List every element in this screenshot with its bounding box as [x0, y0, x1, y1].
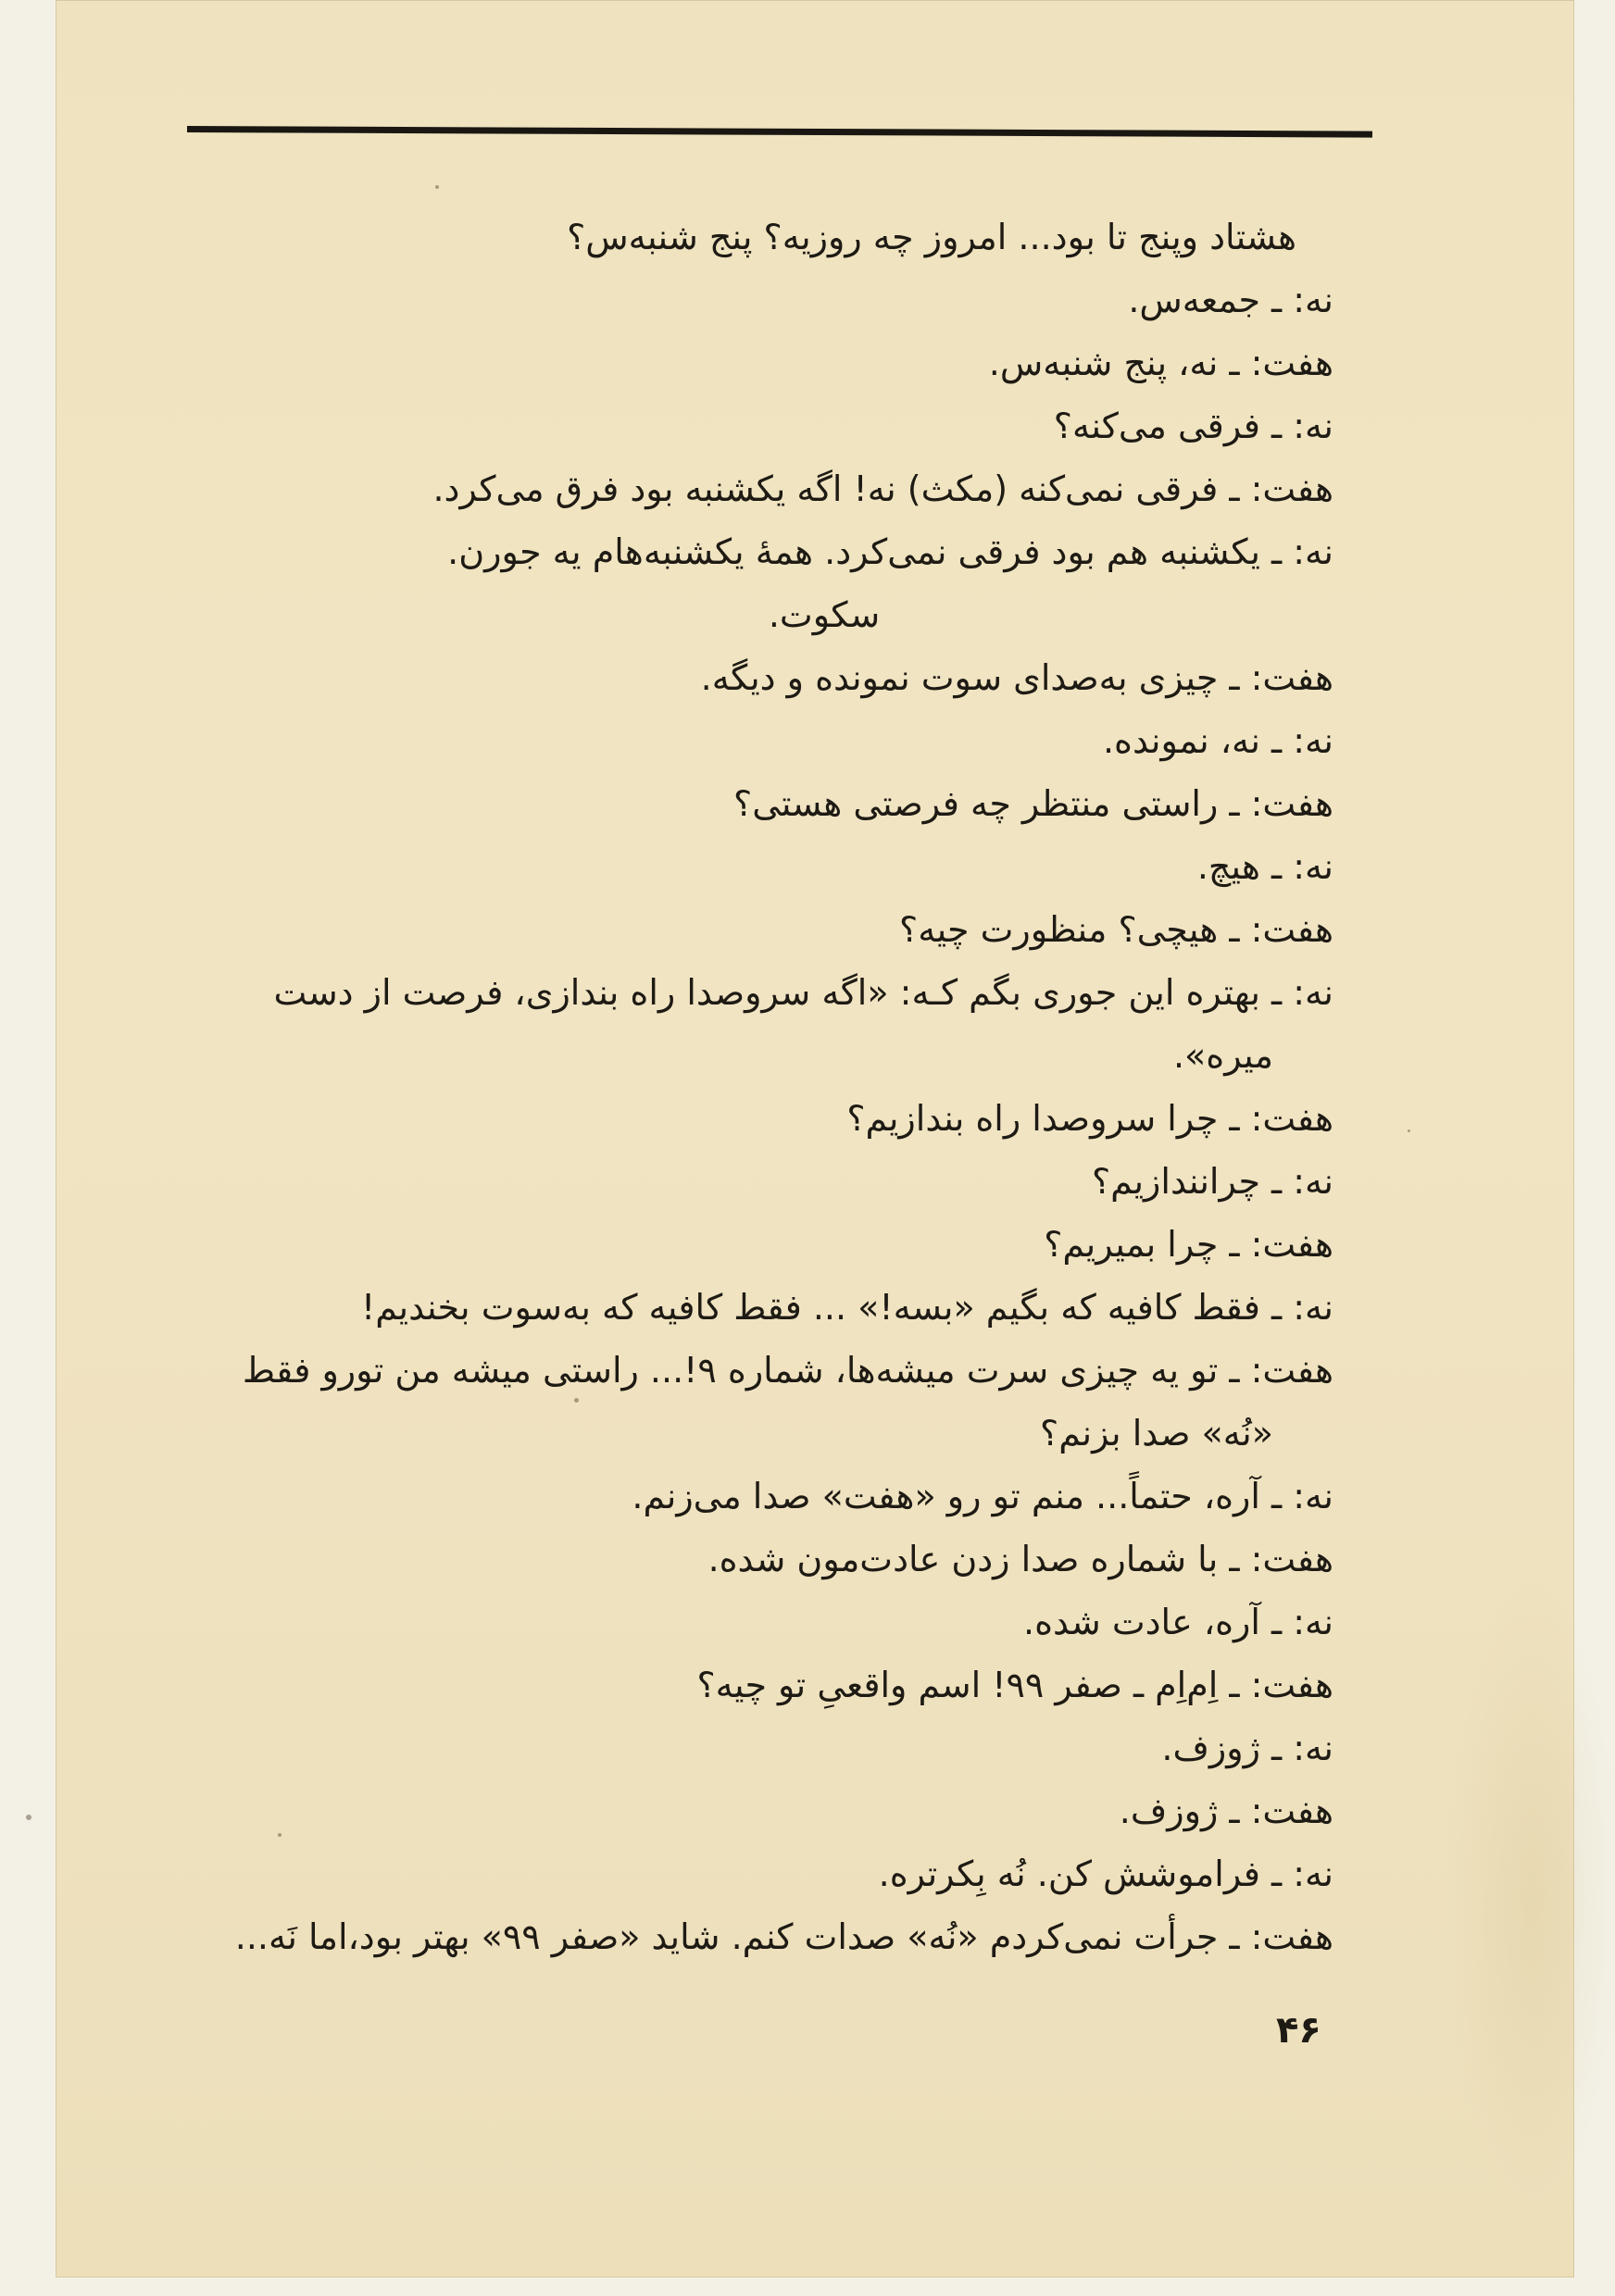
text-line: هفت: ـ اِم‌اِم ـ صفر ۹۹! اسم واقعیِ تو چیه؟ — [696, 1665, 1333, 1705]
text-line: هفت: ـ تو یه چیزی سرت میشه‌ها، شماره ۹!... راستی میشه من تورو فقط — [242, 1350, 1333, 1391]
text-line: نه: ـ فقط کافیه که بگیم «بسه!» ... فقط کافیه که به‌سوت بخندیم! — [361, 1287, 1333, 1328]
text-line: هفت: ـ هیچی؟ منظورت چیه؟ — [899, 909, 1333, 950]
text-line: هفت: ـ فرقی نمی‌کنه (مکث) نه! اگه یکشنبه بود فرق می‌کرد. — [432, 468, 1333, 509]
paper-speck — [278, 1833, 282, 1837]
text-line: نه: ـ نه، نمونده. — [1102, 720, 1333, 761]
text-line: نه: ـ فراموشش کن. نُه بِکرتره. — [878, 1853, 1333, 1894]
text-line: نه: ـ چرانندازیم؟ — [1092, 1161, 1333, 1202]
stage-direction: سکوت. — [768, 594, 881, 635]
text-line: نه: ـ یکشنبه هم بود فرقی نمی‌کرد. همهٔ یکشنبه‌هام یه جورن. — [447, 531, 1333, 572]
text-line: نه: ـ فرقی می‌کنه؟ — [1053, 406, 1333, 446]
text-line: هفت: ـ جرأت نمی‌کردم «نُه» صدات کنم. شاید «صفر ۹۹» بهتر بود،اما نَه... — [234, 1916, 1333, 1957]
paper-speck — [26, 1815, 31, 1820]
text-line: هفت: ـ راستی منتظر چه فرصتی هستی؟ — [733, 783, 1333, 824]
text-line: هفت: ـ چیزی به‌صدای سوت نمونده و دیگه. — [700, 657, 1333, 698]
dialogue-text — [185, 206, 1333, 1968]
text-line: هفت: ـ ژوزف. — [1119, 1791, 1333, 1831]
text-line: نه: ـ آره، عادت شده. — [1022, 1602, 1333, 1642]
text-line: «نُه» صدا بزنم؟ — [1040, 1413, 1273, 1454]
page-number: ۴۶ — [1276, 2009, 1321, 2052]
text-line: هفت: ـ چرا بمیریم؟ — [1044, 1224, 1333, 1265]
text-line: نه: ـ آره، حتماً... منم تو رو «هفت» صدا می‌زنم. — [632, 1476, 1333, 1516]
text-line: میره». — [1172, 1035, 1273, 1076]
paper-speck — [574, 1398, 579, 1403]
text-line: نه: ـ ژوزف. — [1161, 1728, 1333, 1768]
text-line: نه: ـ هیچ. — [1196, 846, 1333, 887]
paper-stain — [1445, 1574, 1615, 2222]
text-line: هفت: ـ چرا سروصدا راه بندازیم؟ — [846, 1098, 1333, 1139]
paper-speck — [1408, 1129, 1410, 1132]
text-line: نه: ـ بهتره این جوری بگم کـه: «اگه سروصدا راه بندازی، فرصت از دست — [273, 972, 1333, 1013]
text-line: هفت: ـ با شماره صدا زدن عادت‌مون شده. — [707, 1539, 1333, 1579]
text-line: هشتاد وپنج تا بود... امروز چه روزیه؟ پنج شنبه‌س؟ — [567, 217, 1296, 257]
text-line: نه: ـ جمعه‌س. — [1128, 280, 1333, 320]
text-line: هفت: ـ نه، پنج شنبه‌س. — [988, 343, 1333, 383]
paper-speck — [435, 185, 439, 189]
